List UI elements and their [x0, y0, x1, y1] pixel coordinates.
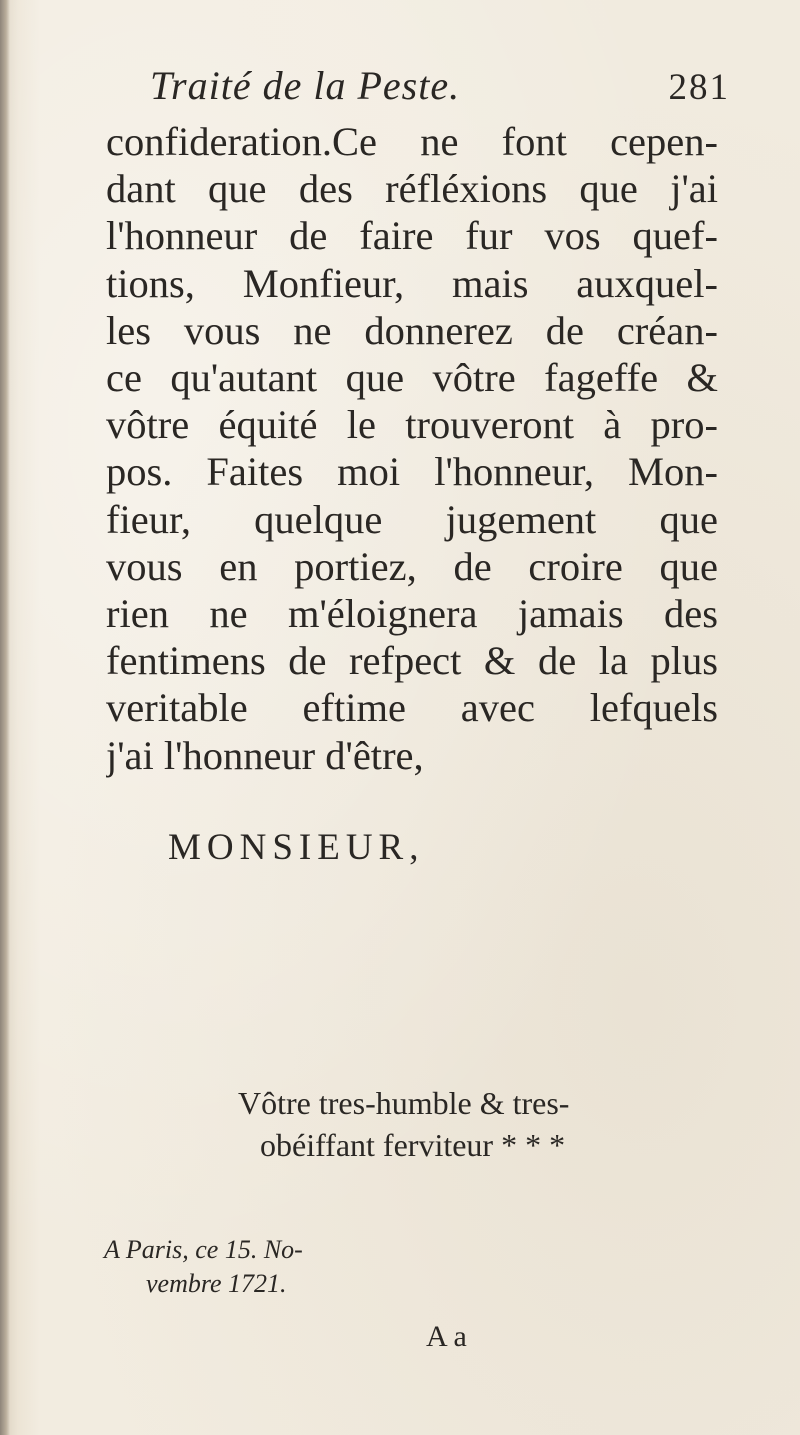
dateline — [104, 1233, 303, 1301]
text-line: fieur, quelque jugement que — [106, 496, 718, 542]
dateline-line: A Paris, ce 15. No- — [104, 1235, 303, 1264]
text-line: l'honneur de faire fur vos quef- — [106, 213, 718, 259]
signature-line: obéiffant ferviteur * * * — [260, 1127, 566, 1163]
printer-signature-mark: A a — [426, 1320, 467, 1353]
text-line: les vous ne donnerez de créan- — [106, 307, 718, 353]
text-line: vous en portiez, de croire que — [106, 543, 718, 589]
salutation: MONSIEUR, — [168, 827, 425, 868]
page-header — [150, 60, 730, 112]
running-title: Traité de la Peste. — [150, 63, 461, 108]
page-gutter — [0, 0, 10, 1435]
text-line: confideration.Ce ne font cepen- — [106, 119, 718, 164]
signature-line: Vôtre tres-humble & tres- — [238, 1085, 570, 1121]
text-line: fentimens de refpect & de la plus — [106, 638, 718, 684]
page-number: 281 — [668, 67, 730, 108]
text-line: pos. Faites moi l'honneur, Mon- — [106, 449, 718, 495]
text-line: ce qu'autant que vôtre fageffe & — [106, 355, 718, 401]
dateline-line: vembre 1721. — [146, 1269, 287, 1298]
body-paragraph — [106, 118, 718, 779]
closing-signature — [238, 1082, 638, 1166]
text-line: vôtre équité le trouveront à pro- — [106, 402, 718, 448]
text-line: j'ai l'honneur d'être, — [106, 732, 424, 778]
text-line: dant que des réfléxions que j'ai — [106, 166, 718, 212]
text-line: veritable eftime avec lefquels — [106, 685, 718, 731]
text-line: tions, Monfieur, mais auxquel- — [106, 260, 718, 306]
text-line: rien ne m'éloignera jamais des — [106, 591, 718, 637]
